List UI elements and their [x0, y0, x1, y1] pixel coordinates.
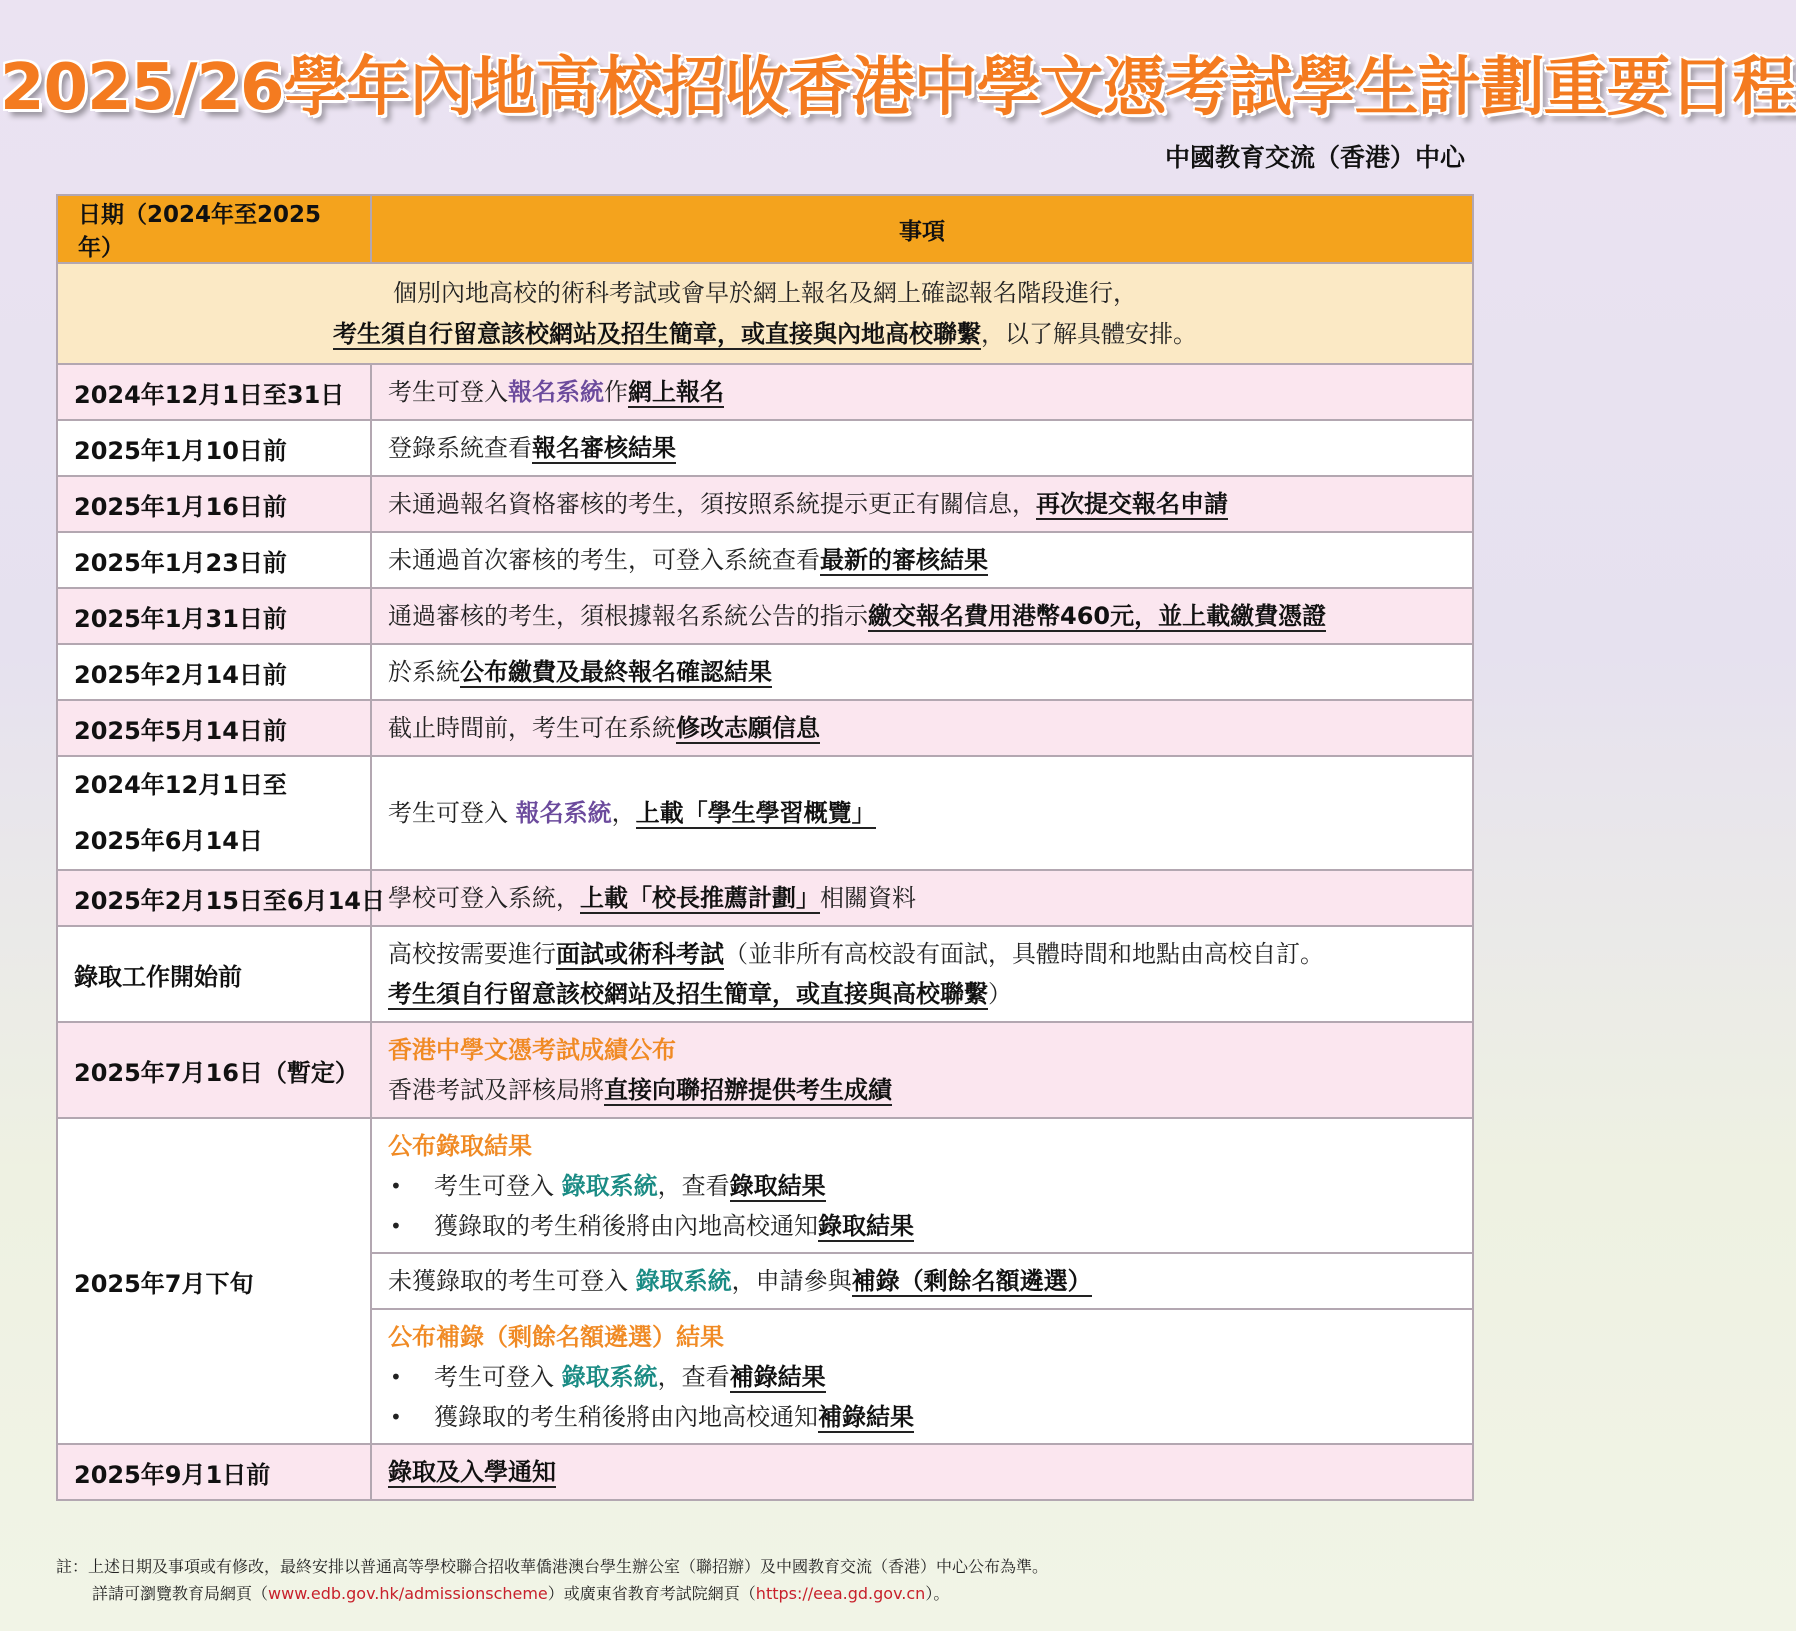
item-text: 學校可登入系統，: [388, 884, 580, 912]
table-row: [57, 1444, 1473, 1500]
row-date: 2025年2月14日前: [57, 644, 371, 700]
item-highlight: 補錄（剩餘名額遴選）: [851, 1267, 1092, 1295]
item-highlight: 錄取結果: [729, 1171, 826, 1200]
row-date: 2025年7月下旬: [57, 1118, 371, 1444]
item-text: 登錄系統查看: [388, 434, 532, 462]
table-row: [57, 420, 1473, 476]
row-date: 2025年9月1日前: [57, 1444, 371, 1500]
item-text: ，查看: [657, 1171, 730, 1200]
table-row: [57, 756, 1473, 870]
item-highlight: 網上報名: [628, 378, 724, 406]
row-item-supplementary: [371, 1253, 1473, 1309]
item-highlight: 最新的審核結果: [820, 546, 988, 574]
item-text: 獲錄取的考生稍後將由內地高校通知: [434, 1402, 818, 1431]
item-highlight: 面試或術科考試: [556, 940, 724, 968]
row-date: 2025年7月16日（暫定）: [57, 1022, 371, 1118]
bullet-item: [388, 1206, 1456, 1246]
item-text: 考生可登入: [434, 1171, 562, 1200]
row-item-admission: [371, 1118, 1473, 1253]
item-text: 高校按需要進行: [388, 940, 556, 968]
row-item-supplementary-results: [371, 1309, 1473, 1444]
row-item: [371, 588, 1473, 644]
page-title: 2025/26學年內地高校招收香港中學文憑考試學生計劃重要日程: [0, 51, 1796, 125]
footnote-text: ）或廣東省教育考試院網頁（: [547, 1584, 756, 1603]
item-text: 通過審核的考生，須根據報名系統公告的指示: [388, 602, 868, 630]
row-date: 2025年1月31日前: [57, 588, 371, 644]
table-row: [57, 700, 1473, 756]
row-date: 2025年1月16日前: [57, 476, 371, 532]
registration-system-link[interactable]: 報名系統: [515, 799, 612, 827]
notice-bold: 考生須自行留意該校網站及招生簡章，或直接與內地高校聯繫: [333, 319, 981, 348]
registration-system-link[interactable]: 報名系統: [508, 378, 604, 406]
row-item: [371, 532, 1473, 588]
item-text: 作: [604, 378, 628, 406]
header-date: 日期（2024年至2025年）: [57, 195, 371, 263]
item-heading: 香港中學文憑考試成績公布: [388, 1036, 676, 1064]
item-highlight: 繳交報名費用港幣460元，並上載繳費憑證: [868, 602, 1327, 630]
item-text: 考生可登入: [388, 799, 516, 827]
table-row: [57, 364, 1473, 420]
row-date: 2024年12月1日至31日: [57, 364, 371, 420]
item-highlight: 修改志願信息: [676, 714, 820, 742]
notice-row: [57, 263, 1473, 364]
item-highlight: 上載「校長推薦計劃」: [580, 884, 820, 912]
row-item: [371, 1444, 1473, 1500]
row-date: 錄取工作開始前: [57, 926, 371, 1022]
item-highlight: 公布繳費及最終報名確認結果: [460, 658, 772, 686]
schedule-table: [56, 194, 1474, 1501]
footnote-text: 詳請可瀏覽教育局網頁（: [92, 1584, 269, 1603]
item-highlight: 考生須自行留意該校網站及招生簡章，或直接與高校聯繫: [388, 980, 988, 1008]
row-item: [371, 420, 1473, 476]
row-date: 2025年1月23日前: [57, 532, 371, 588]
item-text: 獲錄取的考生稍後將由內地高校通知: [434, 1211, 818, 1240]
footnote-line2: [56, 1580, 1048, 1607]
row-item: [371, 1022, 1473, 1118]
table-header-row: [57, 195, 1473, 263]
item-text: 於系統: [388, 658, 460, 686]
item-text: （並非所有高校設有面試，具體時間和地點由高校自訂。: [724, 940, 1324, 968]
row-date: 2025年1月10日前: [57, 420, 371, 476]
admission-system-link[interactable]: 錄取系統: [561, 1362, 658, 1391]
notice-line1: 個別內地高校的術科考試或會早於網上報名及網上確認報名階段進行，: [393, 278, 1137, 307]
bullet-item: [388, 1397, 1456, 1437]
table-row: [57, 870, 1473, 926]
row-item: [371, 756, 1473, 870]
item-heading: 公布錄取結果: [388, 1131, 532, 1160]
footnote: [56, 1553, 1048, 1607]
item-highlight: 上載「學生學習概覽」: [635, 799, 876, 827]
table-row: [57, 1118, 1473, 1253]
item-text: 未通過首次審核的考生，可登入系統查看: [388, 546, 820, 574]
row-item: [371, 926, 1473, 1022]
admission-system-link[interactable]: 錄取系統: [561, 1171, 658, 1200]
item-highlight: 補錄結果: [729, 1362, 826, 1391]
footnote-line1: 註：上述日期及事項或有修改，最終安排以普通高等學校聯合招收華僑港澳台學生辦公室（聯招辦）及中國教育交流（香港）中心公布為準。: [56, 1557, 1049, 1576]
row-item: [371, 700, 1473, 756]
item-text: ，: [611, 799, 636, 827]
header-item: 事項: [371, 195, 1473, 263]
row-date: 2025年2月15日至6月14日: [57, 870, 371, 926]
notice-cell: [57, 263, 1473, 364]
item-highlight: 錄取及入學通知: [388, 1458, 556, 1486]
row-date: 2025年5月14日前: [57, 700, 371, 756]
item-text: 截止時間前，考生可在系統: [388, 714, 676, 742]
bullet-item: [388, 1166, 1456, 1206]
item-text: ，查看: [657, 1362, 730, 1391]
item-text: ）: [988, 980, 1012, 1008]
date-line1: 2024年12月1日至: [74, 771, 287, 799]
eea-link[interactable]: https://eea.gd.gov.cn: [755, 1584, 926, 1603]
table-row: [57, 532, 1473, 588]
row-date: [57, 756, 371, 870]
row-item: [371, 364, 1473, 420]
row-item: [371, 644, 1473, 700]
table-row: [57, 1022, 1473, 1118]
item-text: 未通過報名資格審核的考生，須按照系統提示更正有關信息，: [388, 490, 1036, 518]
item-text: 相關資料: [820, 884, 916, 912]
row-item: [371, 476, 1473, 532]
row-item: [371, 870, 1473, 926]
item-highlight: 報名審核結果: [532, 434, 676, 462]
table-row: [57, 926, 1473, 1022]
date-line2: 2025年6月14日: [74, 827, 263, 855]
item-text: ，申請參與: [731, 1267, 852, 1295]
table-row: [57, 588, 1473, 644]
organization-name: 中國教育交流（香港）中心: [1164, 143, 1465, 172]
table-row: [57, 644, 1473, 700]
item-text: 考生可登入: [388, 378, 508, 406]
item-text: 考生可登入: [434, 1362, 562, 1391]
bullet-item: [388, 1357, 1456, 1397]
item-highlight: 錄取結果: [818, 1211, 914, 1240]
footnote-text: ）。: [925, 1584, 950, 1603]
item-text: 香港考試及評核局將: [388, 1076, 604, 1104]
item-highlight: 再次提交報名申請: [1036, 490, 1228, 518]
edb-link[interactable]: www.edb.gov.hk/admissionscheme: [268, 1584, 548, 1603]
item-highlight: 直接向聯招辦提供考生成績: [604, 1076, 892, 1104]
admission-system-link[interactable]: 錄取系統: [635, 1267, 732, 1295]
item-text: 未獲錄取的考生可登入: [388, 1267, 636, 1295]
table-row: [57, 476, 1473, 532]
item-highlight: 補錄結果: [818, 1402, 914, 1431]
notice-rest: ，以了解具體安排。: [981, 319, 1197, 348]
item-heading: 公布補錄（剩餘名額遴選）結果: [388, 1322, 724, 1351]
